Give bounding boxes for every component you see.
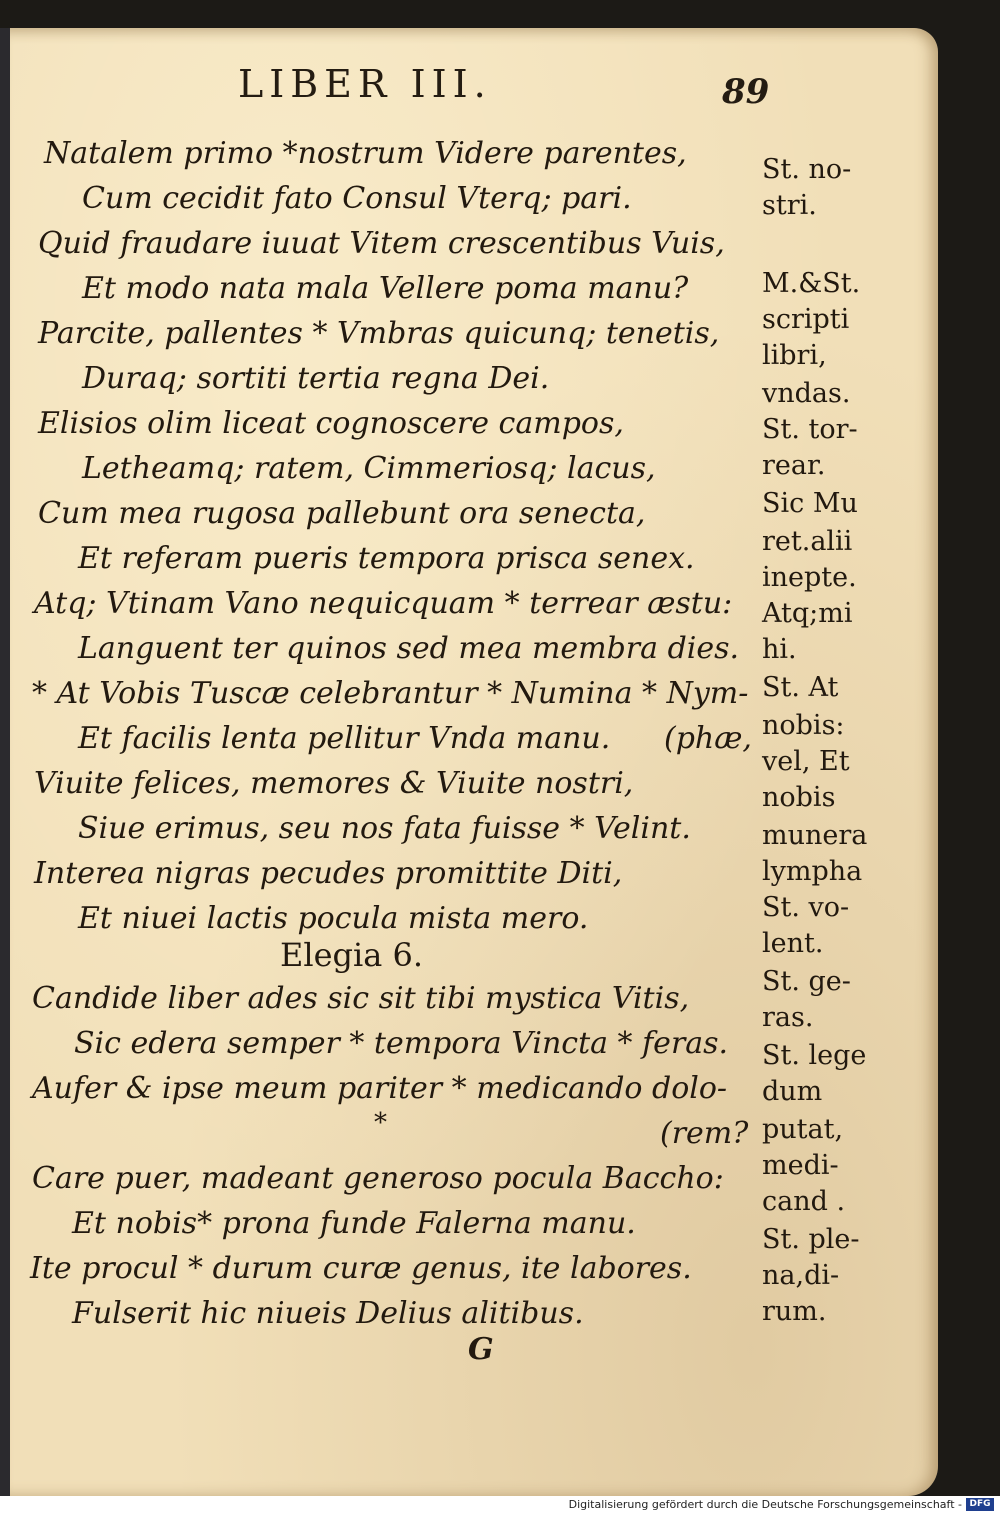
turnover-text: (rem? <box>660 1116 749 1151</box>
verse-line: Cum cecidit fato Consul Vterq; pari. <box>82 181 632 216</box>
verse-line: Et modo nata mala Vellere poma manu? <box>82 271 689 306</box>
marginal-note: St. tor- <box>762 414 858 445</box>
marginal-note: vndas. <box>762 378 851 409</box>
footer-bar <box>0 1496 1000 1515</box>
marginal-note: scripti <box>762 304 850 335</box>
verse-line: Atq; Vtinam Vano nequicquam * terrear æstu: <box>34 586 733 621</box>
verse-line: Fulserit hic niueis Delius alitibus. <box>72 1296 584 1331</box>
marginal-note: rum. <box>762 1296 827 1327</box>
marginal-note: vel, Et <box>762 746 850 777</box>
verse-line: Natalem primo *nostrum Videre parentes, <box>44 136 687 171</box>
marginal-note: medi- <box>762 1150 839 1181</box>
page-edge <box>0 28 10 1496</box>
marginal-note: St. ge- <box>762 966 851 997</box>
funding-credit: Digitalisierung gefördert durch die Deutsche Forschungsgemeinschaft - <box>568 1498 962 1511</box>
verse-line: Duraq; sortiti tertia regna Dei. <box>82 361 550 396</box>
verse-line: Aufer & ipse meum pariter * medicando dolo- <box>32 1071 728 1106</box>
signature-mark: G <box>468 1332 494 1367</box>
running-title: LIBER III. <box>238 62 492 106</box>
marginal-note: ret.alii <box>762 526 853 557</box>
marginal-note: lent. <box>762 928 824 959</box>
turnover-text: (phæ, <box>664 721 752 756</box>
marginal-note: St. ple- <box>762 1224 860 1255</box>
marginal-note: Sic Mu <box>762 488 858 519</box>
marginal-note: St. At <box>762 672 839 703</box>
marginal-note: dum <box>762 1076 823 1107</box>
verse-line: Letheamq; ratem, Cimmeriosq; lacus, <box>82 451 656 486</box>
marginal-note: hi. <box>762 634 797 665</box>
verse-line: Viuite felices, memores & Viuite nostri, <box>34 766 634 801</box>
marginal-note: putat, <box>762 1114 844 1145</box>
marginal-note: nobis <box>762 782 836 813</box>
marginal-note: M.&St. <box>762 268 861 299</box>
dfg-logo: DFG <box>966 1498 994 1511</box>
marginal-note: munera <box>762 820 868 851</box>
verse-line: Candide liber ades sic sit tibi mystica Vitis, <box>32 981 690 1016</box>
verse-line: Interea nigras pecudes promittite Diti, <box>34 856 623 891</box>
marginal-note: Atq;mi <box>762 598 853 629</box>
marginal-note: lympha <box>762 856 863 887</box>
verse-line: Ite procul * durum curæ genus, ite labores. <box>30 1251 692 1286</box>
marginal-note: St. vo- <box>762 892 850 923</box>
elegy-heading: Elegia 6. <box>280 936 424 974</box>
verse-line: Care puer, madeant generoso pocula Baccho: <box>32 1161 724 1196</box>
verse-line: Languent ter quinos sed mea membra dies. <box>78 631 740 666</box>
verse-line: Et referam pueris tempora prisca senex. <box>78 541 695 576</box>
marginal-note: inepte. <box>762 562 857 593</box>
marginal-note: ras. <box>762 1002 814 1033</box>
page-number: 89 <box>722 72 770 112</box>
verse-line: Parcite, pallentes * Vmbras quicunq; tenetis, <box>38 316 720 351</box>
marginal-note: libri, <box>762 340 827 371</box>
verse-line: Cum mea rugosa pallebunt ora senecta, <box>38 496 646 531</box>
asterisk-mark: * <box>374 1108 387 1138</box>
marginal-note: St. no- <box>762 154 852 185</box>
marginal-note: cand . <box>762 1186 846 1217</box>
verse-line: Siue erimus, seu nos fata fuisse * Velint. <box>78 811 691 846</box>
verse-line: Et facilis lenta pellitur Vnda manu. <box>78 721 611 756</box>
verse-line: Elisios olim liceat cognoscere campos, <box>38 406 624 441</box>
marginal-note: rear. <box>762 450 826 481</box>
marginal-note: St. lege <box>762 1040 867 1071</box>
verse-line: * At Vobis Tuscæ celebrantur * Numina * Nym- <box>32 676 749 711</box>
verse-line: Et niuei lactis pocula mista mero. <box>78 901 589 936</box>
verse-line: Quid fraudare iuuat Vitem crescentibus Vuis, <box>38 226 725 261</box>
marginal-note: stri. <box>762 190 817 221</box>
marginal-note: nobis: <box>762 710 845 741</box>
marginal-note: na,di- <box>762 1260 840 1291</box>
verse-line: Sic edera semper * tempora Vincta * feras. <box>74 1026 729 1061</box>
verse-line: Et nobis* prona funde Falerna manu. <box>72 1206 636 1241</box>
